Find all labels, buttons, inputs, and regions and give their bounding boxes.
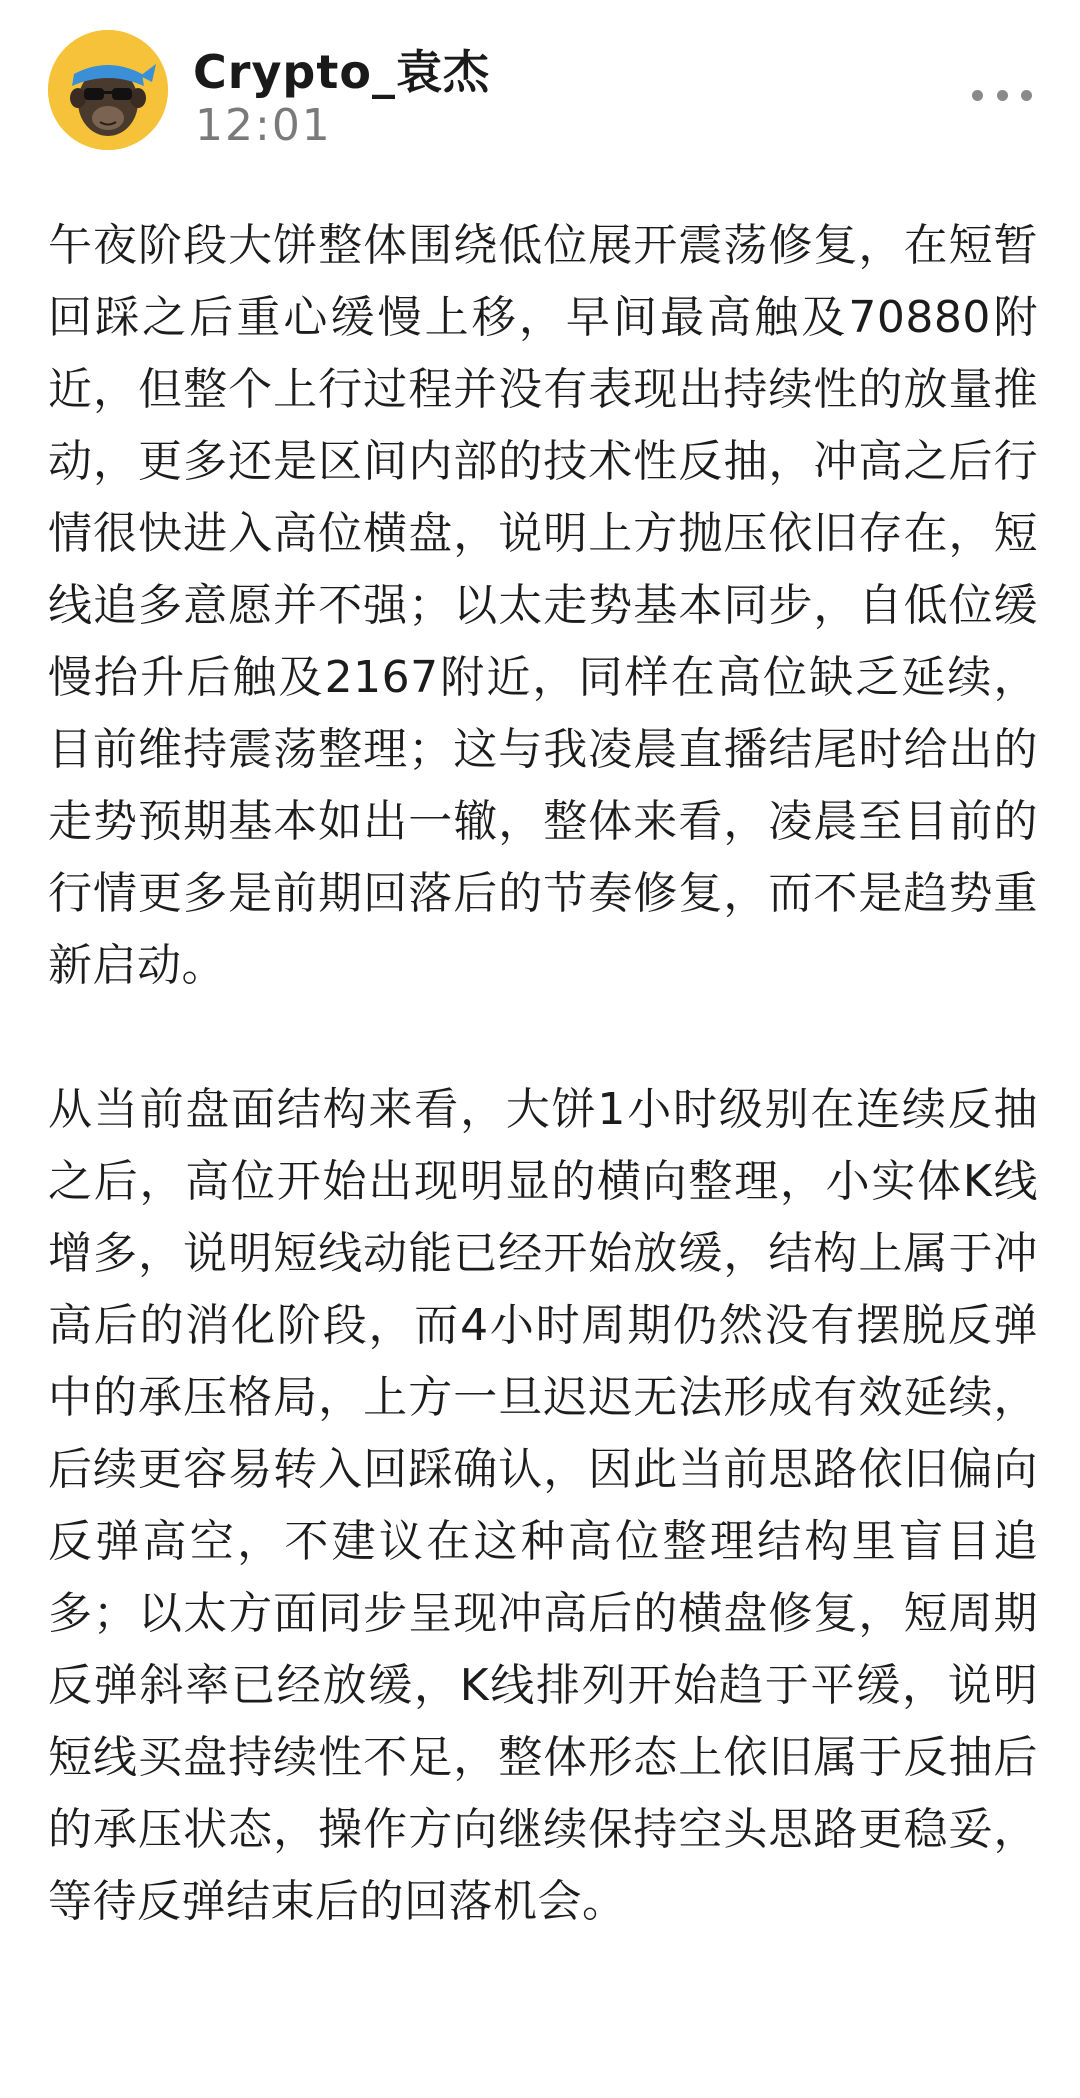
more-dot [997,90,1008,101]
author-name[interactable]: Crypto_袁杰 [193,45,490,99]
post-paragraph-1: 午夜阶段大饼整体围绕低位展开震荡修复，在短暂回踩之后重心缓慢上移，早间最高触及70880附近，但整个上行过程并没有表现出持续性的放量推动，更多还是区间内部的技术性反抽，冲高之后行情很快进入高位横盘，说明上方抛压依旧存在，短线追多意愿并不强；以太走势基本同步，自低位缓慢抬升后触及2167附近，同样在高位缺乏延续，目前维持震荡整理；这与我凌晨直播结尾时给出的走势预期基本如出一辙，整体来看，凌晨至目前的行情更多是前期回落后的节奏修复，而不是趋势重新启动。 [48,220,1038,991]
monkey-avatar-icon[interactable] [48,30,168,150]
post-paragraph-2: 从当前盘面结构来看，大饼1小时级别在连续反抽之后，高位开始出现明显的横向整理，小实体K线增多，说明短线动能已经开始放缓，结构上属于冲高后的消化阶段，而4小时周期仍然没有摆脱反弹中的承压格局，上方一旦迟迟无法形成有效延续，后续更容易转入回踩确认，因此当前思路依旧偏向反弹高空，不建议在这种高位整理结构里盲目追多；以太方面同步呈现冲高后的横盘修复，短周期反弹斜率已经放缓，K线排列开始趋于平缓，说明短线买盘持续性不足，整体形态上依旧属于反抽后的承压状态，操作方向继续保持空头思路更稳妥，等待反弹结束后的回落机会。 [48,1084,1038,1927]
more-dots-icon[interactable] [972,80,1032,110]
post-timestamp: 12:01 [195,100,332,151]
more-dot [972,90,983,101]
more-dot [1021,90,1032,101]
post-body [48,210,1038,1938]
post-header [48,30,1032,160]
